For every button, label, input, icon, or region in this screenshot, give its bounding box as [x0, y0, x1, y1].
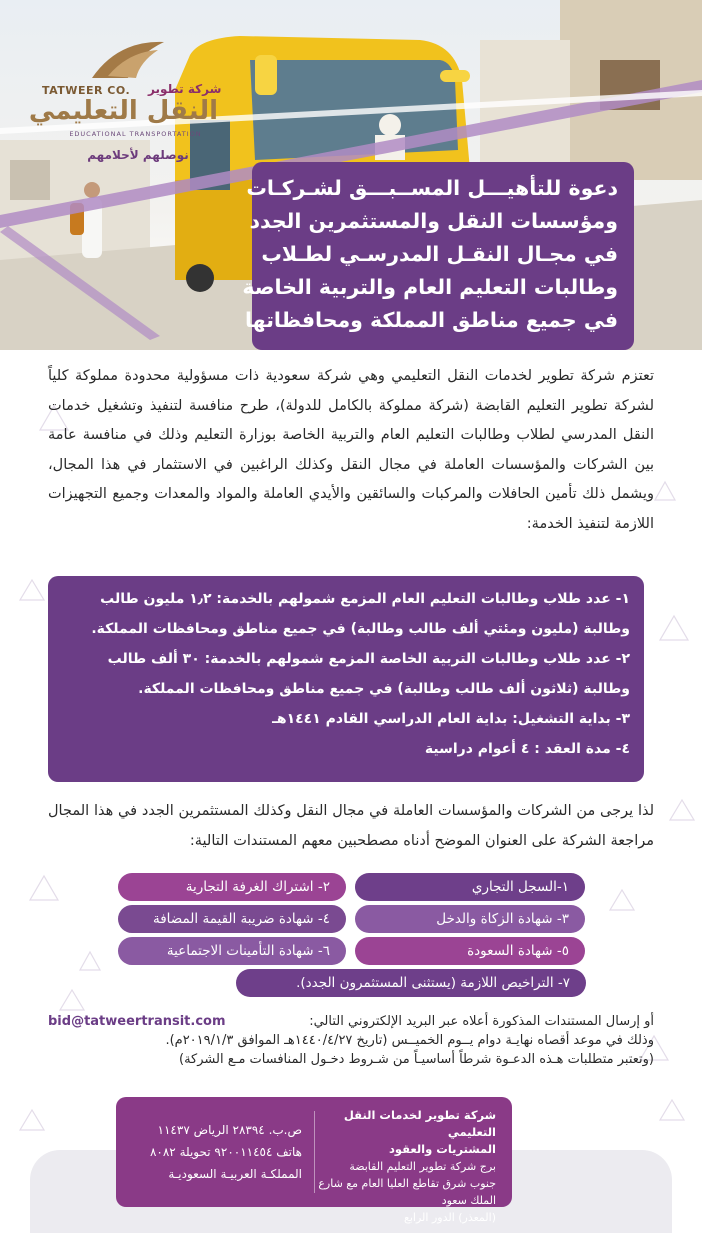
contact-phone: هاتف ٩٢٠٠١١٤٥٤ تحويلة ٨٠٨٢: [149, 1145, 302, 1159]
detail-line: ٢- عدد طلاب وطالبات التربية الخاصة المزمع شمولهم بالخدمة: ٣٠ ألف طالب: [107, 651, 630, 667]
logo-name-ar-top: شركة تطوير: [148, 82, 222, 96]
logo-name-ar: النقل التعليمي: [28, 96, 218, 126]
logo-name-en: TATWEER CO.: [42, 84, 131, 97]
send-line-2: وذلك في موعد أقصاه نهايـة دوام يــوم الخميــس (تاريخ ١٤٤٠/٤/٢٧هـ الموافق ٢٠١٩/١/٣م).: [165, 1033, 654, 1048]
detail-line: ١- عدد طلاب وطالبات التعليم العام المزمع شمولهم بالخدمة: ١٫٢ مليون طالب: [100, 591, 630, 607]
logo-emblem-icon: [88, 38, 168, 84]
contact-street: جنوب شرق تقاطع العليا العام مع شارع الملك سعود: [318, 1177, 496, 1207]
logo-slogan: نوصلهم لأحلامهم: [87, 148, 189, 162]
title-line: ومؤسسات النقل والمستثمرين الجدد: [249, 209, 618, 233]
announcement-title-box: [242, 162, 634, 350]
contact-building: برج شركة تطوير التعليم القابضة: [349, 1160, 496, 1173]
document-item: ٦- شهادة التأمينات الاجتماعية: [118, 937, 346, 965]
call-paragraph: لذا يرجى من الشركات والمؤسسات العاملة في مجال النقل وكذلك المستثمرين الجدد في هذا المجال مراجعة الشركة على العنوان الموضح أدناه مصطحبين معهم المستندات التالية:: [48, 803, 654, 849]
service-details-box: [48, 576, 644, 782]
title-line: وطالبات التعليم العام والتربية الخاصة: [242, 275, 618, 299]
title-line: في جميع مناطق المملكة ومحافظاتها: [244, 308, 618, 332]
submission-instructions: [48, 1012, 654, 1069]
title-line: في مجـال النقـل المدرسـي لطـلاب: [261, 242, 618, 266]
detail-line: ٤- مدة العقد : ٤ أعوام دراسية: [424, 741, 630, 757]
contact-department: المشتريات والعقود: [388, 1142, 496, 1156]
document-item: ٤- شهادة ضريبة القيمة المضافة: [118, 905, 346, 933]
contact-box: [116, 1097, 512, 1224]
document-item: ٥- شهادة السعودة: [355, 937, 585, 965]
document-item: ٣- شهادة الزكاة والدخل: [355, 905, 585, 933]
send-text: أو إرسال المستندات المذكورة أعلاه عبر البريد الإلكتروني التالي:: [309, 1014, 654, 1029]
send-line-1: [48, 1012, 654, 1031]
contact-address: [296, 1107, 496, 1226]
document-item: ٧- التراخيص اللازمة (يستثنى المستثمرون الجدد).: [236, 969, 586, 997]
logo-subtitle-en: EDUCATIONAL TRANSPORTATION: [69, 130, 202, 138]
detail-line: وطالبة (مليون ومئتي ألف طالب وطالبة) في جميع مناطق ومحافظات المملكة.: [91, 621, 630, 637]
document-item: ٢- اشتراك الغرفة التجارية: [118, 873, 346, 901]
intro-paragraph: تعتزم شركة تطوير لخدمات النقل التعليمي وهي شركة سعودية ذات مسؤولية محدودة مملوكة كلياً لشركة تطوير التعليم القابضة (شركة مملوكة بالكامل للدولة)، طرح منافسة لتنفيذ وتشغيل خدمات النقل المدرسي لطلاب وطالبات التعليم العام والتربية الخاصة بوزارة التعليم وذلك في منافسة عامة بين الشركات والمؤسسات العاملة في مجال النقل وكذلك الراغبين في الاستثمار في هذا المجال، ويشمل ذلك تأمين الحافلات والمركبات والسائقين والأيدي العاملة والمواد والمعدات وجميع التجهيزات اللازمة لتنفيذ الخدمة:: [48, 368, 654, 532]
email-link[interactable]: bid@tatweertransit.com: [48, 1014, 226, 1029]
detail-line: ٣- بداية التشغيل: بداية العام الدراسي القادم ١٤٤١هـ: [272, 711, 630, 727]
contact-floor: (المعذر) الدور الرابع: [404, 1211, 496, 1224]
document-item: ١-السجل التجاري: [355, 873, 585, 901]
contact-country: المملكـة العربيـة السعوديـة: [168, 1167, 302, 1181]
title-line: دعوة للتأهيـــل المســبـــق لشـركـات: [246, 176, 618, 200]
contact-company: شركة تطوير لخدمات النقل التعليمي: [343, 1108, 496, 1139]
contact-divider: [314, 1111, 315, 1193]
contact-postal: [132, 1119, 302, 1185]
detail-line: وطالبة (ثلاثون ألف طالب وطالبة) في جميع مناطق ومحافظات المملكة.: [138, 681, 630, 697]
send-line-3: (وتعتبر متطلبات هـذه الدعـوة شرطاً أساسيـاً من شـروط دخـول المنافسات مـع الشركة): [179, 1052, 654, 1067]
contact-pobox: ص.ب. ٢٨٣٩٤ الرياض ١١٤٣٧: [157, 1123, 302, 1137]
